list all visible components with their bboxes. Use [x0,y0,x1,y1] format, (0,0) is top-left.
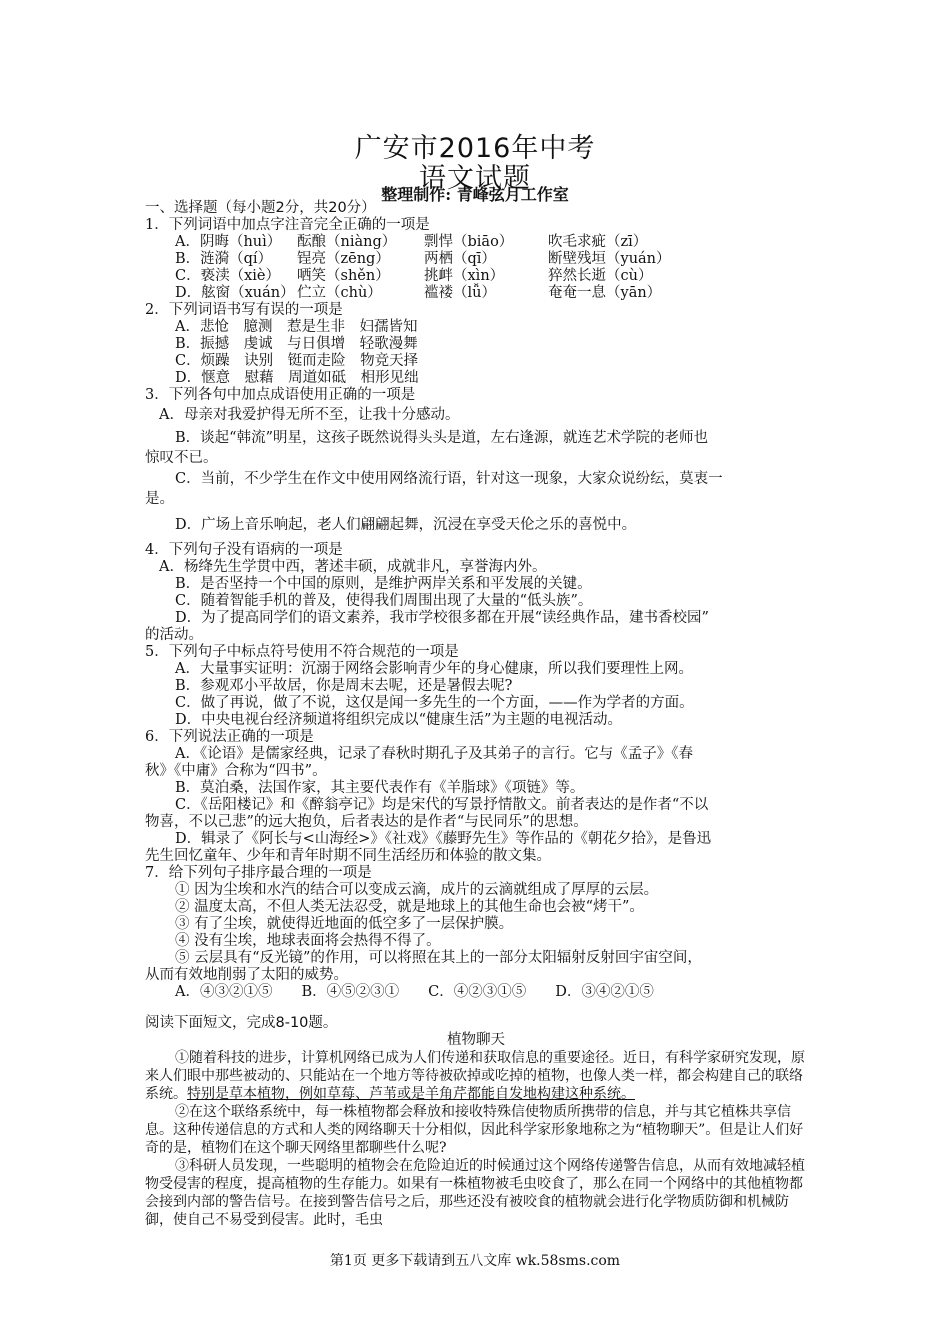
question-3-option-a: A．母亲对我爱护得无所不至，让我十分感动。 [159,407,460,423]
passage-paragraph-1: ①随着科技的进步，计算机网络已成为人们传递和获取信息的重要途径。近日，有科学家研究发现，原来人们眼中那些被动的、只能站在一个地方等待被砍掉或吃掉的植物，也像人类一样，都会构建自己的联络系统。特别是草本植物，例如草莓、芦苇或是羊角芹都能自发地构建这种系统。 [145,1050,805,1102]
question-4-option-a: A．杨绛先生学贯中西，著述丰硕，成就非凡，享誉海内外。 [159,559,547,575]
question-5-stem: 5．下列句子中标点符号使用不符合规范的一项是 [145,644,459,660]
passage-paragraph-3: ③科研人员发现，一些聪明的植物会在危险迫近的时候通过这个网络传递警告信息，从而有效地减轻植物受侵害的程度，提高植物的生存能力。如果有一株植物被毛虫咬食了，那么在同一个网络中的其他植物都会接到内部的警告信号。在接到警告信号之后，那些还没有被咬食的植物就会进行化学物质防御和机械防御，使自己不易受到侵害。此时，毛虫 [145,1158,805,1228]
question-1-option-d: D．舷窗（xuán） 伫立（chù） 褴褛（lǚ） 奄奄一息（yān） [175,285,662,301]
question-7-sentence-1: ① 因为尘埃和水汽的结合可以变成云滴，成片的云滴就组成了厚厚的云层。 [175,882,659,898]
question-2-option-b: B．振撼 虔诚 与日俱增 轻歌漫舞 [175,336,418,352]
question-7-sentence-2: ② 温度太高，不但人类无法忍受，就是地球上的其他生命也会被“烤干”。 [175,899,644,915]
question-7-sentence-5-line2: 从而有效地削弱了太阳的威势。 [145,967,348,983]
question-5-option-a: A．大量事实证明：沉溺于网络会影响青少年的身心健康，所以我们要理性上网。 [175,661,693,677]
question-6-option-c-line2: 物喜，不以己悲”的远大抱负，后者表达的是作者“与民同乐”的思想。 [145,814,588,830]
question-4-option-d-line2: 的活动。 [145,627,203,643]
page-footer: 第1页 更多下载请到五八文库 wk.58sms.com [329,1253,621,1269]
question-1-option-c: C．亵渎（xiè） 哂笑（shěn） 挑衅（xìn） 猝然长逝（cù） [175,268,653,284]
question-2-stem: 2．下列词语书写有误的一项是 [145,302,343,318]
underlined-sentence: 特别是草本植物，例如草莓、芦苇或是羊角芹都能自发地构建这种系统。 [187,1086,635,1102]
question-7-stem: 7．给下列句子排序最合理的一项是 [145,865,372,881]
question-3-stem: 3．下列各句中加点成语使用正确的一项是 [145,387,416,403]
question-3-option-c-line1: C．当前，不少学生在作文中使用网络流行语，针对这一现象，大家众说纷纭，莫衷一 [175,471,723,487]
question-4-option-c: C．随着智能手机的普及，使得我们周围出现了大量的“低头族”。 [175,593,593,609]
question-6-option-d-line2: 先生回忆童年、少年和青年时期不同生活经历和体验的散文集。 [145,848,551,864]
question-3-option-d: D．广场上音乐响起，老人们翩翩起舞，沉浸在享受天伦之乐的喜悦中。 [175,517,637,533]
question-7-sentence-3: ③ 有了尘埃，就使得近地面的低空多了一层保护膜。 [175,916,514,932]
question-3-option-b-line1: B．谈起“韩流”明星，这孩子既然说得头头是道，左右逢源，就连艺术学院的老师也 [175,430,708,446]
section-heading: 一、选择题（每小题2分，共20分） [145,200,376,216]
question-4-stem: 4．下列句子没有语病的一项是 [145,542,343,558]
document-credit: 整理制作: 青峰弦月工作室 [381,185,569,204]
question-5-option-b: B．参观邓小平故居，你是周末去呢，还是暑假去呢? [175,678,513,694]
document-subtitle: 语文试题 [419,163,531,194]
question-7-sentence-5-line1: ⑤ 云层具有“反光镜”的作用，可以将照在其上的一部分太阳辐射反射回宇宙空间， [175,950,702,966]
question-4-option-d-line1: D．为了提高同学们的语文素养，我市学校很多都在开展“读经典作品，建书香校园” [175,610,709,626]
question-3-option-c-line2: 是。 [145,491,174,507]
question-2-option-a: A．悲怆 臆测 惹是生非 妇孺皆知 [175,319,418,335]
passage-title: 植物聊天 [447,1032,505,1048]
question-7-sentence-4: ④ 没有尘埃，地球表面将会热得不得了。 [175,933,441,949]
question-7-options: A．④③②①⑤ B．④⑤②③① C．④②③①⑤ D．③④②①⑤ [175,984,654,1000]
question-5-option-c: C．做了再说，做了不说，这仅是闻一多先生的一个方面，——作为学者的方面。 [175,695,694,711]
question-2-option-c: C．烦躁 诀别 铤而走险 物竞天择 [175,353,419,369]
question-6-option-d-line1: D．辑录了《阿长与<山海经>》《社戏》《藤野先生》等作品的《朝花夕拾》，是鲁迅 [175,831,712,847]
question-1-option-a: A．阴晦（huì） 酝酿（niàng） 剽悍（biāo） 吹毛求疵（zī） [175,234,648,250]
question-6-option-a-line2: 秋》《中庸》合称为“四书”。 [145,763,327,779]
question-6-option-b: B．莫泊桑，法国作家，其主要代表作有《羊脂球》《项链》等。 [175,780,585,796]
question-1-stem: 1．下列词语中加点字注音完全正确的一项是 [145,217,430,233]
document-title: 广安市2016年中考 [354,133,596,164]
question-6-option-a-line1: A．《论语》是儒家经典，记录了春秋时期孔子及其弟子的言行。它与《孟子》《春 [175,746,693,762]
question-2-option-d: D．惬意 慰藉 周道如砥 相形见绌 [175,370,419,386]
question-6-option-c-line1: C．《岳阳楼记》和《醉翁亭记》均是宋代的写景抒情散文。前者表达的是作者“不以 [175,797,709,813]
question-3-option-b-line2: 惊叹不已。 [145,450,218,466]
reading-intro: 阅读下面短文，完成8-10题。 [145,1015,338,1031]
question-1-option-b: B．涟漪（qí） 锃亮（zēng） 两栖（qī） 断壁残垣（yuán） [175,251,671,267]
document-body [145,200,807,1229]
question-5-option-d: D．中央电视台经济频道将组织完成以“健康生活”为主题的电视活动。 [175,712,622,728]
passage-paragraph-2: ②在这个联络系统中，每一株植物都会释放和接收特殊信使物质所携带的信息，并与其它植株共享信息。这种传递信息的方式和人类的网络聊天十分相似，因此科学家形象地称之为“植物聊天”。但是让人们好奇的是，植物们在这个聊天网络里都聊些什么呢? [145,1104,804,1156]
question-6-stem: 6．下列说法正确的一项是 [145,729,314,745]
question-4-option-b: B．是否坚持一个中国的原则，是维护两岸关系和平发展的关键。 [175,576,592,592]
